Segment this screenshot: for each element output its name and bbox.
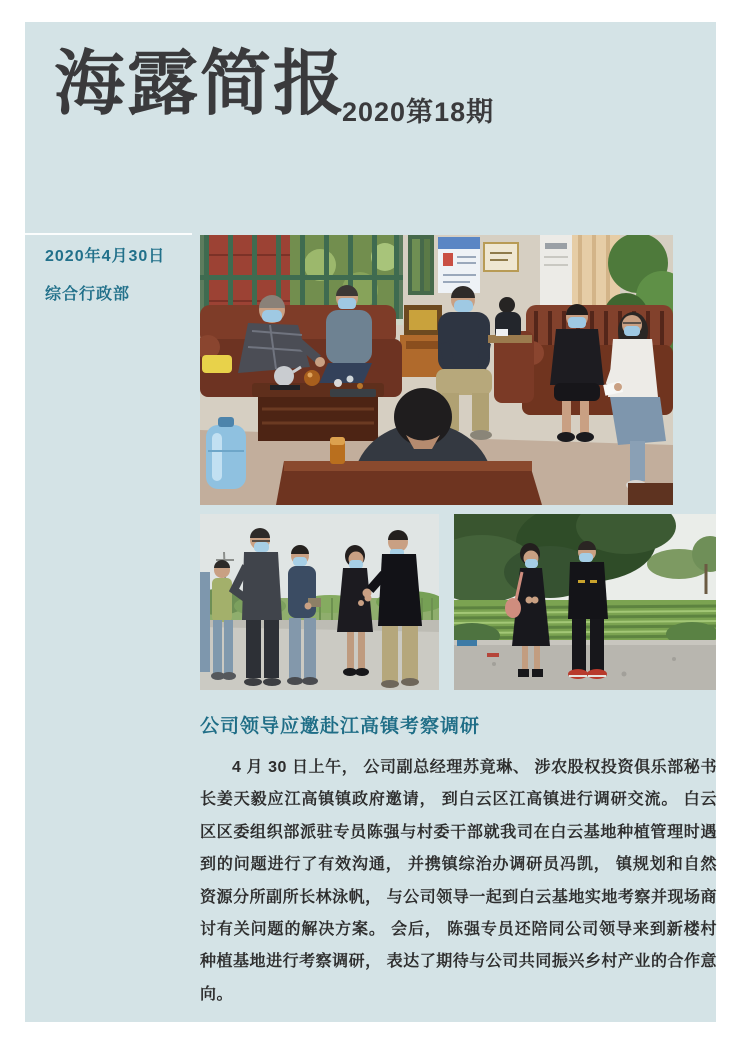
- meeting-room-illustration: [200, 235, 673, 505]
- water-jug: [206, 417, 246, 489]
- sidebar-divider: [25, 233, 192, 235]
- wall-poster: [438, 237, 480, 293]
- photo-field-visit: [454, 514, 716, 690]
- wall-certificate: [484, 243, 518, 271]
- photo-outdoor-discussion: [200, 514, 439, 690]
- field-visit-illustration: [454, 514, 716, 690]
- article-body: 4 月 30 日上午， 公司副总经理苏竟琳、 涉农股权投资俱乐部秘书长姜天毅应江高镇镇政府邀请， 到白云区江高镇进行调研交流。 白云区区委组织部派驻专员陈强与村委干部就我司在白云基地种植管理时遇到的问题进行了有效沟通， 并携镇综治办调研员冯凯， 镇规划和自然资源分所副所长林泳帆， 与公司领导一起到白云基地实地考察并现场商讨有关问题的解决方案。 会后， 陈强专员还陪同公司领导来到新楼村种植基地进行考察调研， 表达了期待与公司共同振兴乡村产业的合作意向。: [200, 759, 717, 1003]
- air-conditioner: [540, 235, 572, 313]
- bench: [628, 483, 673, 505]
- publish-date: 2020年4月30日: [45, 248, 166, 265]
- window-right: [408, 235, 434, 295]
- newsletter-title: 海露简报: [54, 45, 347, 124]
- issue-number: 2020第18期: [342, 97, 495, 127]
- article-heading: 公司领导应邀赴江高镇考察调研: [200, 716, 481, 737]
- department-label: 综合行政部: [45, 286, 131, 303]
- outdoor-discussion-illustration: [200, 514, 439, 690]
- photo-meeting-room: [200, 235, 673, 505]
